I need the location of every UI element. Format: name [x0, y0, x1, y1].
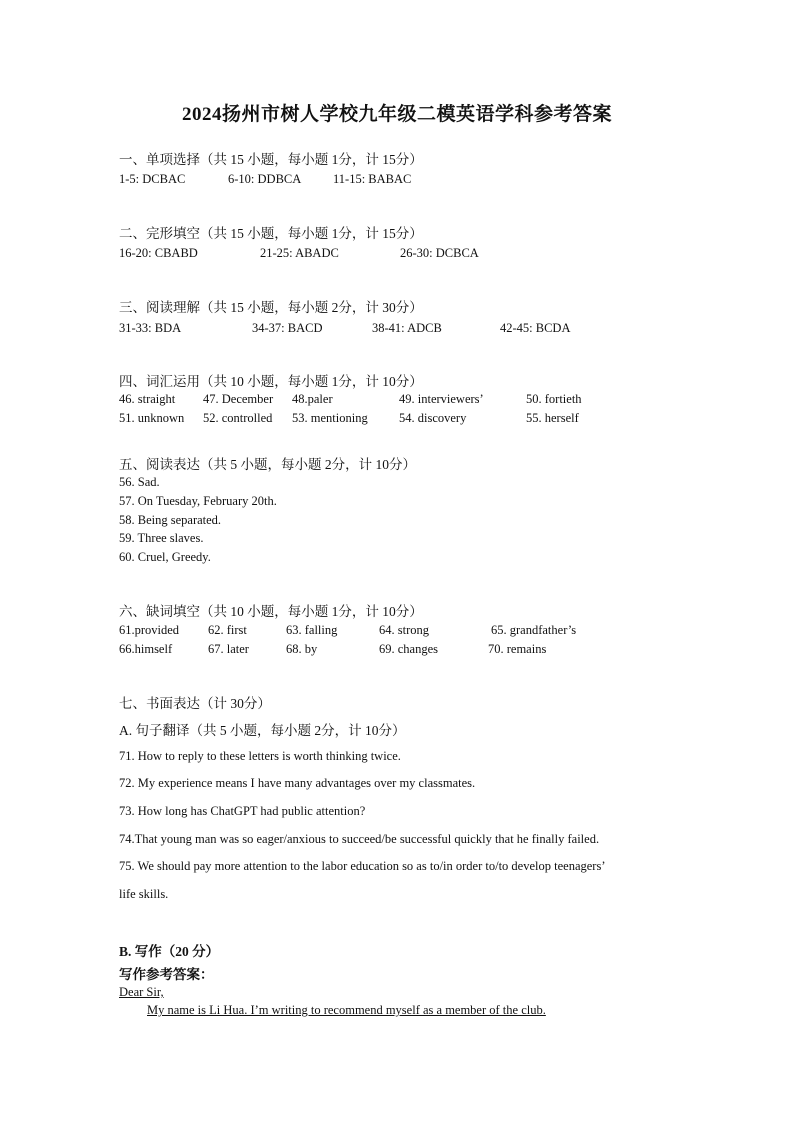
- answer-item: 62. first: [208, 623, 247, 637]
- answer-item: 61.provided: [119, 623, 180, 637]
- section-3-heading: 三、阅读理解（共 15 小题，每小题 2分，计 30分）: [119, 300, 423, 315]
- subsection-b-heading: B. 写作（20 分）: [119, 944, 220, 959]
- section-6-heading: 六、缺词填空（共 10 小题，每小题 1分，计 10分）: [119, 604, 423, 619]
- answer-item: 53. mentioning: [292, 411, 368, 425]
- answer-item: 49. interviewers’: [399, 392, 484, 406]
- answer-group: 1-5: DCBAC: [119, 172, 186, 186]
- answer-item: 51. unknown: [119, 411, 185, 425]
- answer-group: 31-33: BDA: [119, 321, 182, 335]
- translation-answer: 74.That young man was so eager/anxious to succeed/be successful quickly that he finally failed.: [119, 832, 600, 846]
- section-2-heading: 二、完形填空（共 15 小题，每小题 1分，计 15分）: [119, 226, 423, 241]
- answer-item: 48.paler: [292, 392, 333, 406]
- answer-group: 42-45: BCDA: [500, 321, 571, 335]
- answer-item: 50. fortieth: [526, 392, 582, 406]
- subsection-a-heading: A. 句子翻译（共 5 小题，每小题 2分，计 10分）: [119, 723, 406, 738]
- translation-answer: 73. How long has ChatGPT had public attention?: [119, 804, 366, 818]
- answer-group: 16-20: CBABD: [119, 246, 198, 260]
- section-1-heading: 一、单项选择（共 15 小题，每小题 1分，计 15分）: [119, 152, 423, 167]
- answer-item: 68. by: [286, 642, 318, 656]
- answer-group: 38-41: ADCB: [372, 321, 442, 335]
- answer-item: 55. herself: [526, 411, 579, 425]
- answer-item: 54. discovery: [399, 411, 467, 425]
- answer-group: 11-15: BABAC: [333, 172, 412, 186]
- answer-item: 63. falling: [286, 623, 338, 637]
- answer-group: 34-37: BACD: [252, 321, 323, 335]
- answer-item: 65. grandfather’s: [491, 623, 577, 637]
- answer-item: 70. remains: [488, 642, 547, 656]
- answer-item: 56. Sad.: [119, 475, 160, 489]
- answer-item: 59. Three slaves.: [119, 531, 204, 545]
- answer-item: 46. straight: [119, 392, 176, 406]
- letter-salutation: Dear Sir,: [119, 985, 164, 999]
- answer-item: 69. changes: [379, 642, 439, 656]
- section-7-heading: 七、书面表达（计 30分）: [119, 696, 271, 711]
- letter-first-line: My name is Li Hua. I’m writing to recommend myself as a member of the club.: [147, 1003, 546, 1017]
- translation-answer: 72. My experience means I have many advantages over my classmates.: [119, 776, 476, 790]
- answer-item: 67. later: [208, 642, 249, 656]
- writing-reference-label: 写作参考答案：: [119, 967, 214, 982]
- answer-group: 26-30: DCBCA: [400, 246, 479, 260]
- section-4-heading: 四、词汇运用（共 10 小题，每小题 1分，计 10分）: [119, 374, 423, 389]
- translation-answer: 75. We should pay more attention to the labor education so as to/in order to/to develop teenagers’: [119, 859, 606, 873]
- section-5-heading: 五、阅读表达（共 5 小题，每小题 2分，计 10分）: [119, 457, 416, 472]
- answer-item: 66.himself: [119, 642, 173, 656]
- answer-item: 64. strong: [379, 623, 429, 637]
- answer-group: 6-10: DDBCA: [228, 172, 302, 186]
- page-title: 2024扬州市树人学校九年级二模英语学科参考答案: [181, 104, 612, 125]
- answer-item: 58. Being separated.: [119, 513, 222, 527]
- answer-item: 60. Cruel, Greedy.: [119, 550, 211, 564]
- translation-answer-continued: life skills.: [119, 887, 169, 901]
- translation-answer: 71. How to reply to these letters is worth thinking twice.: [119, 749, 401, 763]
- answer-item: 47. December: [203, 392, 274, 406]
- answer-item: 52. controlled: [203, 411, 273, 425]
- answer-group: 21-25: ABADC: [260, 246, 339, 260]
- answer-item: 57. On Tuesday, February 20th.: [119, 494, 277, 508]
